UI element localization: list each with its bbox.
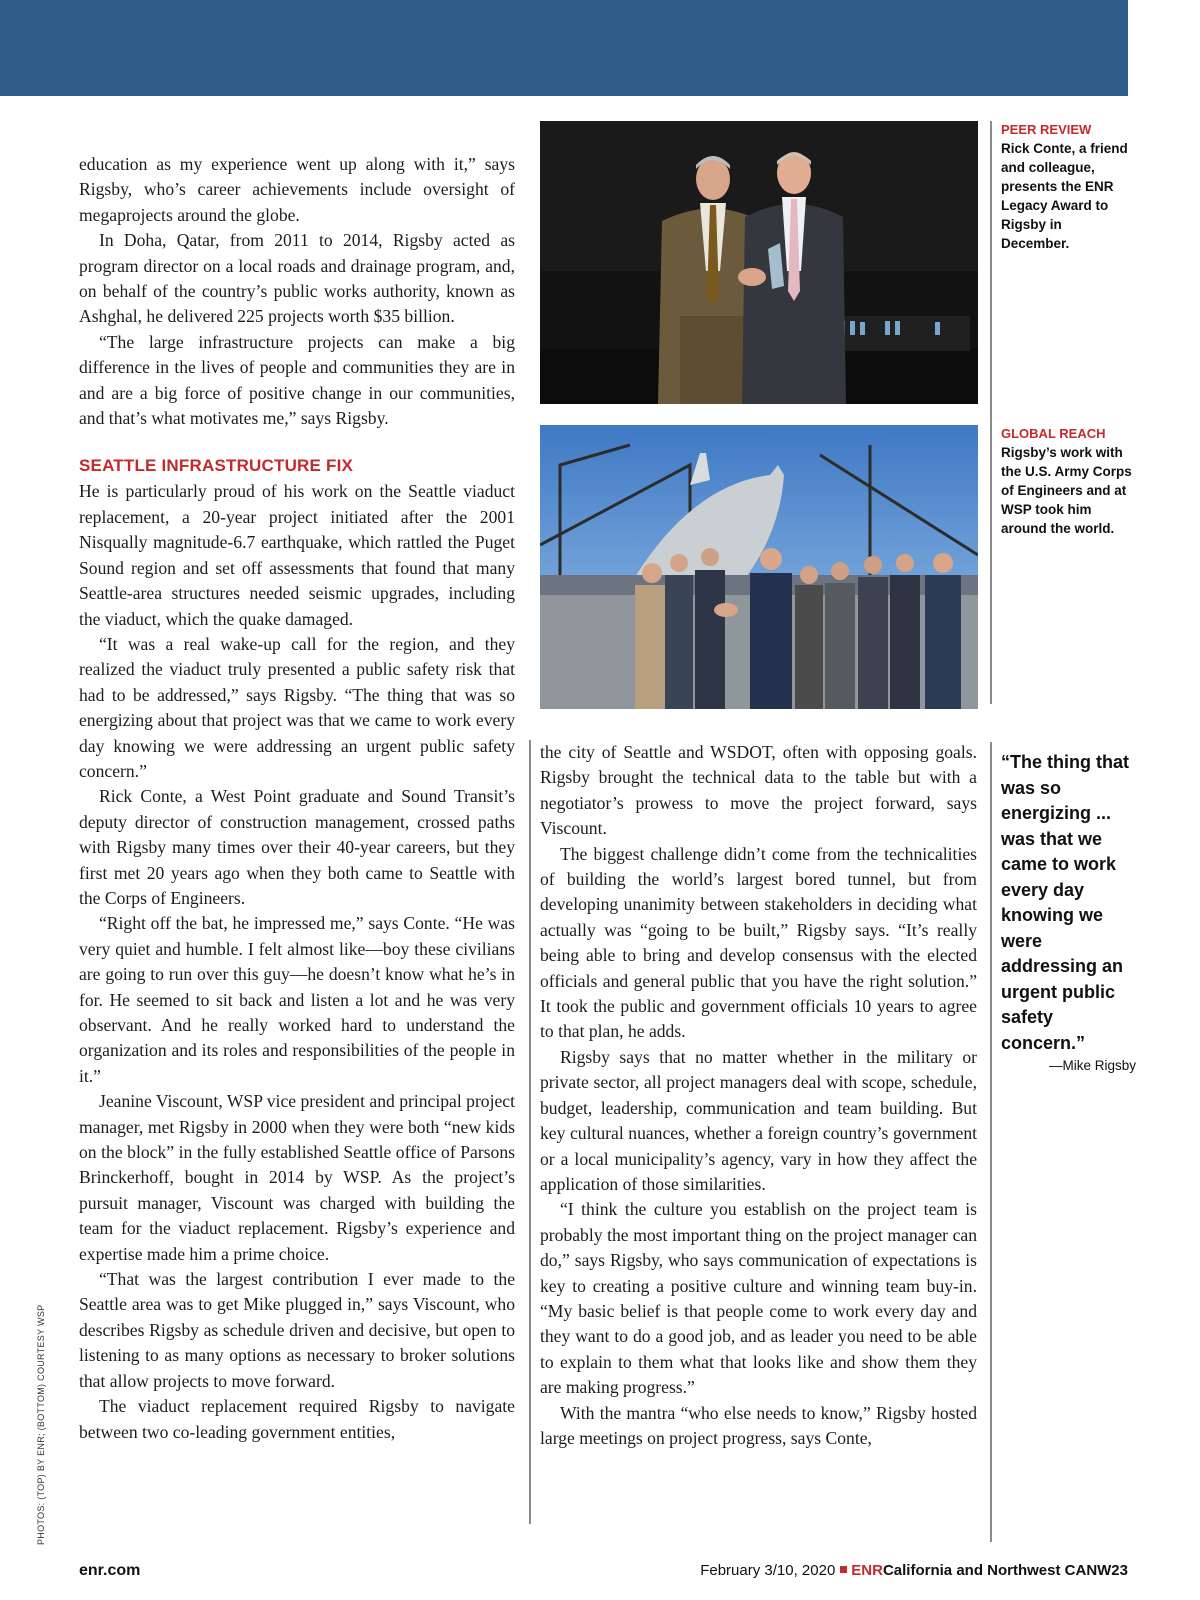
body-paragraph: He is particularly proud of his work on the Seattle viaduct replacement, a 20-year project initiated after the 2001 Nisqually magnitude-6.7 earthquake, which rattled the Puget Sound region and set off assessments that found that many Seattle-area structures needed seismic upgrades, including the viaduct, which the quake damaged.	[79, 481, 515, 629]
column-divider	[529, 740, 531, 1524]
sidebar-divider	[990, 121, 992, 704]
footer-date: February 3/10, 2020	[700, 1562, 836, 1579]
body-paragraph: the city of Seattle and WSDOT, often with opposing goals. Rigsby brought the technical data to the table but with a negotiator’s prowess to move the project forward, says Viscount.	[540, 742, 977, 839]
body-paragraph: With the mantra “who else needs to know,” Rigsby hosted large meetings on project progress, says Conte,	[540, 1402, 977, 1448]
header-bar	[0, 0, 1128, 96]
caption-kicker: PEER REVIEW	[1001, 122, 1092, 137]
photo-group-shipyard	[540, 425, 978, 709]
sidebar-divider	[990, 742, 992, 1542]
body-paragraph: “I think the culture you establish on the project team is probably the most important thing on the project manager can do,” says Rigsby, who says communication of expectations is key to creating a positive culture and winning team buy-in. “My basic belief is that people come to work every day and they want to do a good job, and as leader you need to be able to explain to them what that looks like and show them they are making progress.”	[540, 1199, 977, 1398]
caption-bottom	[1001, 424, 1133, 538]
body-paragraph: The viaduct replacement required Rigsby to navigate between two co-leading government entities,	[79, 1396, 515, 1442]
footer-brand: ENR	[851, 1562, 883, 1579]
body-paragraph: In Doha, Qatar, from 2011 to 2014, Rigsby acted as program director on a local roads and drainage program, and, on behalf of the country’s public works authority, known as Ashghal, he delivered 225 projects worth $35 billion.	[79, 230, 515, 327]
section-subhead: SEATTLE INFRASTRUCTURE FIX	[79, 456, 354, 476]
body-paragraph: Rick Conte, a West Point graduate and Sound Transit’s deputy director of construction management, crossed paths with Rigsby many times over their 40-year careers, but they first met 20 years ago when they both came to Seattle with the Corps of Engineers.	[79, 786, 515, 908]
pull-quote-attribution: —Mike Rigsby	[1048, 1058, 1136, 1073]
caption-text: Rigsby’s work with the U.S. Army Corps of Engineers and at WSP took him around the world.	[1001, 445, 1132, 536]
body-paragraph: Rigsby says that no matter whether in the military or private sector, all project managers deal with scope, schedule, budget, leadership, communication and team building. But key cultural nuances, whether a foreign country’s government or a local municipality’s agency, vary in how they affect the application of those similarities.	[540, 1046, 977, 1194]
left-column	[79, 152, 515, 1445]
middle-column	[540, 740, 977, 1451]
footer-folio	[700, 1562, 1128, 1579]
square-bullet-icon	[840, 1566, 847, 1573]
caption-top	[1001, 120, 1133, 253]
pull-quote	[1001, 750, 1136, 1073]
photo-credit: PHOTOS: (TOP) BY ENR; (BOTTOM) COURTESY WSP	[36, 1304, 46, 1545]
body-paragraph: “That was the largest contribution I ever made to the Seattle area was to get Mike plugged in,” says Viscount, who describes Rigsby as schedule driven and decisive, but open to listening to as many options as necessary to broker solutions that allow projects to move forward.	[79, 1269, 515, 1391]
footer-edition: California and Northwest CANW23	[882, 1562, 1128, 1579]
body-paragraph: “It was a real wake-up call for the region, and they realized the viaduct truly presented a public safety risk that had to be addressed,” says Rigsby. “The thing that was so energizing about that project was that we came to work every day knowing we were addressing an urgent public safety concern.”	[79, 633, 515, 781]
photo-award-presentation	[540, 121, 978, 404]
body-paragraph: “Right off the bat, he impressed me,” says Conte. “He was very quiet and humble. I felt almost like—boy these civilians are going to run over this guy—he doesn’t know what he’s in for. He seemed to sit back and listen a lot and he was very observant. And he really worked hard to understand the organization and its roles and responsibilities of the people in it.”	[79, 913, 515, 1086]
body-paragraph: The biggest challenge didn’t come from the technicalities of building the world’s largest bored tunnel, but from developing unanimity between stakeholders in deciding what actually was “going to be built,” Rigsby says. “It’s really being able to bring and develop consensus with the elected officials and general public that you have the right solution.” It took the public and government officials 10 years to agree to that plan, he adds.	[540, 843, 977, 1042]
caption-kicker: GLOBAL REACH	[1001, 426, 1106, 441]
footer-site: enr.com	[79, 1562, 141, 1579]
body-paragraph: “The large infrastructure projects can make a big difference in the lives of people and communities they are in and are a big force of positive change in our communities, and that’s what motivates me,” says Rigsby.	[79, 331, 515, 429]
caption-text: Rick Conte, a friend and colleague, presents the ENR Legacy Award to Rigsby in December.	[1001, 141, 1128, 251]
pull-quote-text: “The thing that was so energizing ... was that we came to work every day knowing we were addressing an urgent public safety concern.”	[1001, 752, 1129, 1053]
body-paragraph: education as my experience went up along with it,” says Rigsby, who’s career achievements include oversight of megaprojects around the globe.	[79, 154, 515, 225]
body-paragraph: Jeanine Viscount, WSP vice president and principal project manager, met Rigsby in 2000 when they were both “new kids on the block” in the fully established Seattle office of Parsons Brinckerhoff, bought in 2014 by WSP. As the project’s pursuit manager, Viscount was charged with building the team for the viaduct replacement. Rigsby’s experience and expertise made him a prime choice.	[79, 1091, 515, 1264]
